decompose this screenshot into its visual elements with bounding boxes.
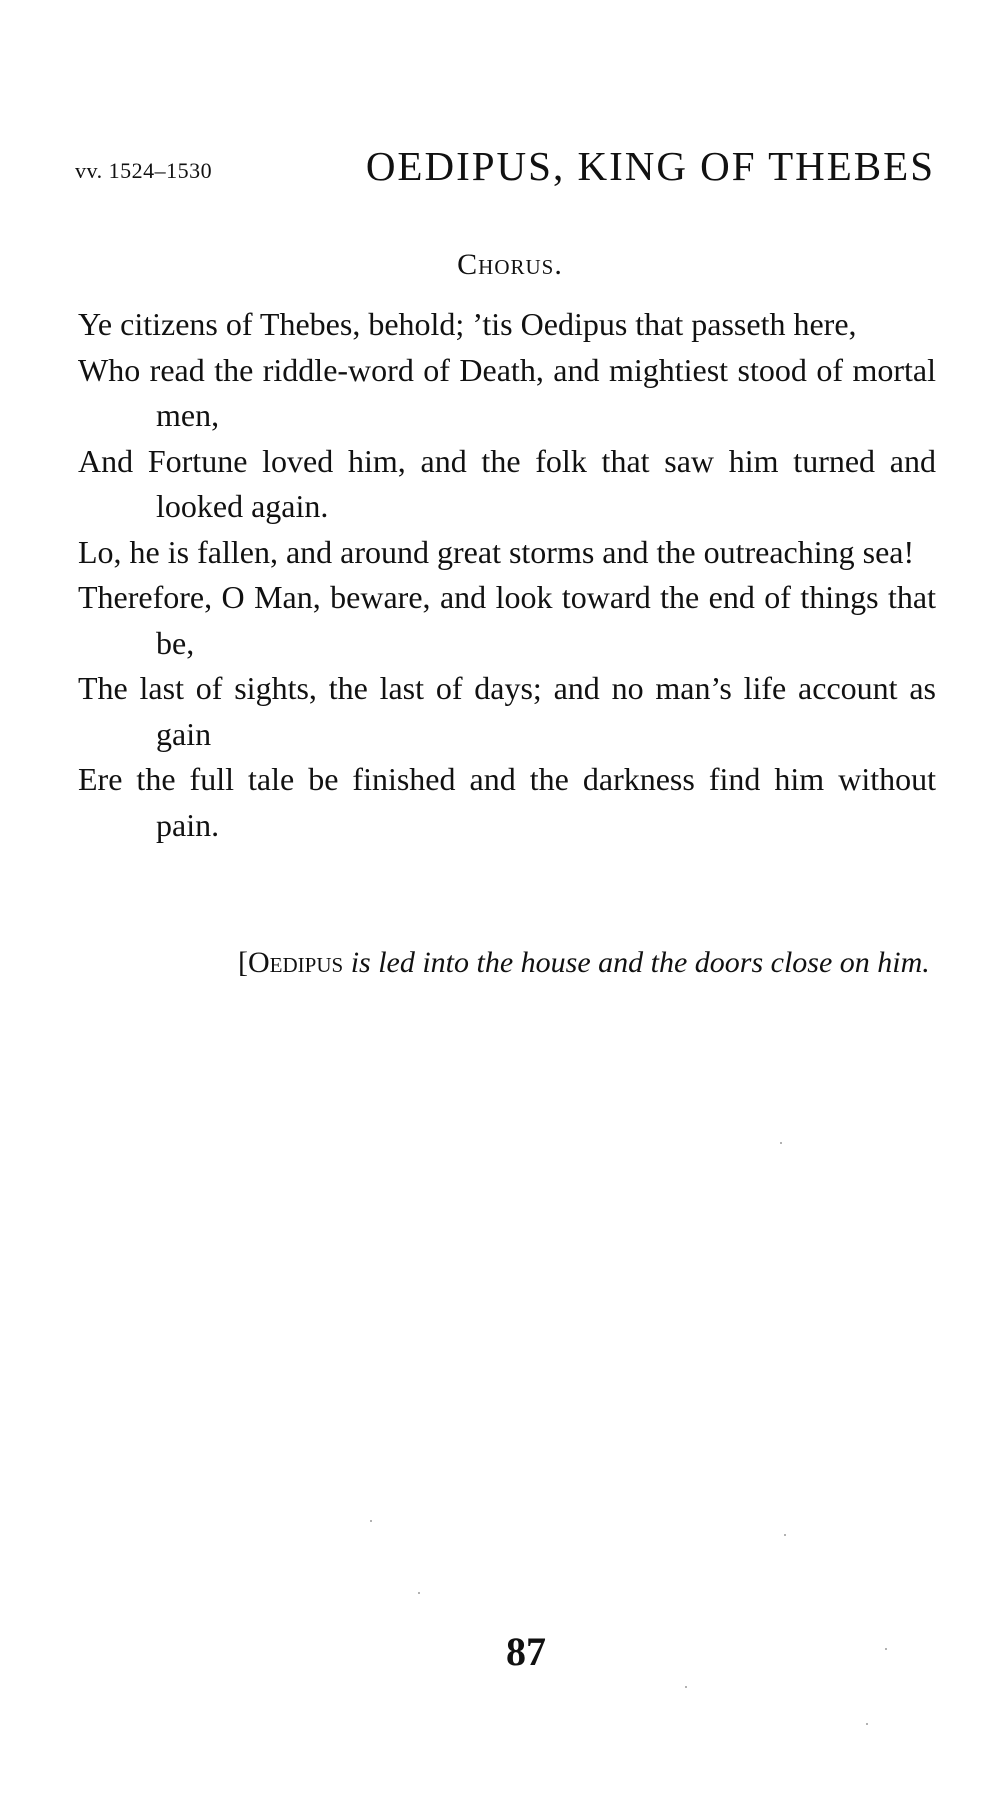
verse-line: Ye citizens of Thebes, behold; ’tis Oedipus that passeth here, (78, 306, 857, 342)
speaker-heading: Chorus. (457, 248, 563, 281)
scan-speck (685, 1686, 687, 1688)
scan-speck (780, 1142, 782, 1144)
page-number: 87 (506, 1629, 546, 1674)
running-head (75, 142, 935, 192)
verse-reference: vv. 1524–1530 (75, 158, 213, 183)
verse-line: Who read the riddle-word of Death, and mightiest stood of mortal men, (78, 351, 936, 433)
scan-speck (418, 1592, 420, 1594)
verse-line: Lo, he is fallen, and around great storms and the outreaching sea! (78, 533, 915, 570)
verse-line: Therefore, O Man, beware, and look toward the end of things that be, (78, 579, 936, 661)
scan-speck (370, 1520, 372, 1522)
scan-speck (784, 1534, 786, 1536)
chorus-verse (78, 302, 936, 848)
stage-direction (238, 940, 936, 985)
stage-character-name: Oedipus (248, 946, 344, 979)
verse-line: The last of sights, the last of days; and no man’s life account as gain (78, 670, 936, 752)
stage-direction-text: is led into the house and the doors close on him. (343, 946, 930, 979)
verse-line: And Fortune loved him, and the folk that saw him turned and looked again. (78, 442, 936, 524)
verse-line: Ere the full tale be finished and the darkness find him without pain. (78, 761, 936, 843)
scan-speck (885, 1648, 887, 1650)
scan-speck (866, 1723, 868, 1725)
stage-bracket: [ (238, 946, 248, 979)
running-title: OEDIPUS, KING OF THEBES (365, 143, 935, 189)
